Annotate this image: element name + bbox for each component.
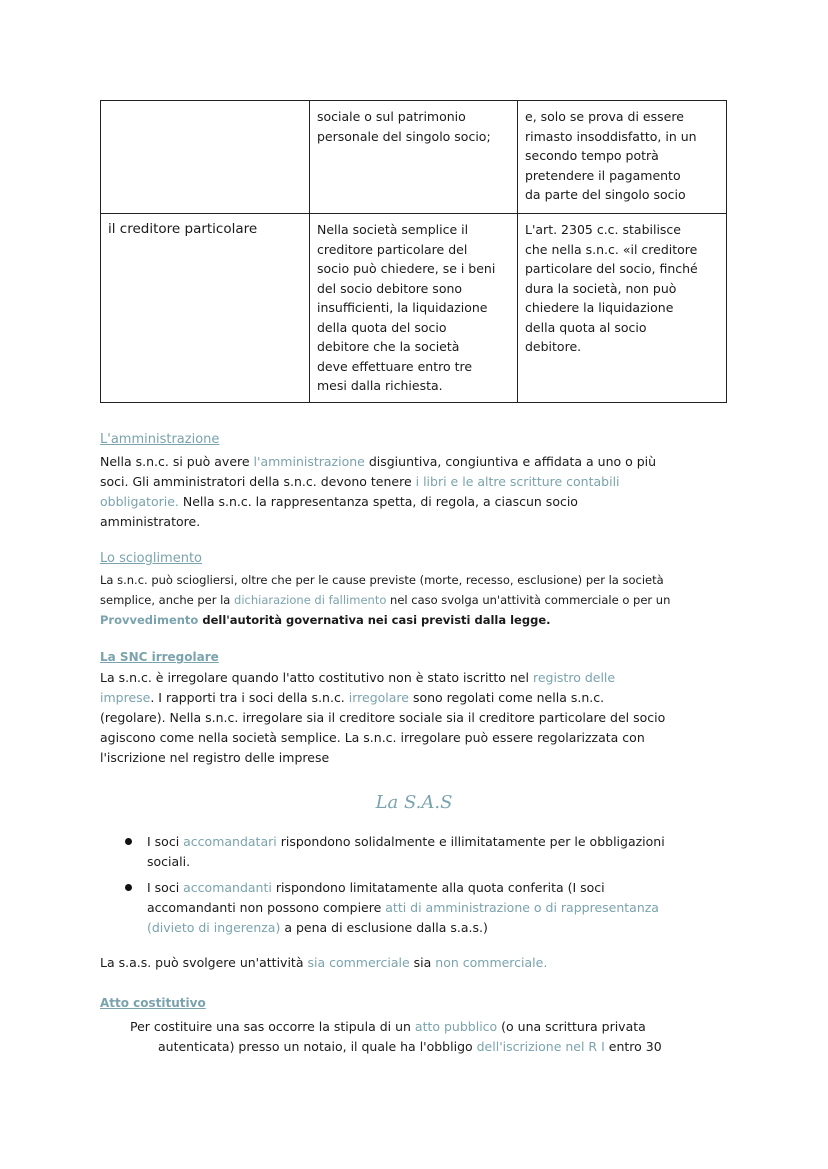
cell-line: sociale o sul patrimonio xyxy=(317,109,466,124)
table-row xyxy=(101,214,727,403)
table-cell xyxy=(310,101,518,214)
list-item xyxy=(125,878,725,938)
cell-line: rimasto insoddisfatto, in un xyxy=(525,128,697,144)
highlight: dell'iscrizione nel R I xyxy=(476,1039,605,1054)
paragraph-irregolare xyxy=(100,668,730,768)
cell-line: personale del singolo socio; xyxy=(317,128,491,144)
cell-line: pretendere il pagamento xyxy=(525,167,681,183)
text: La s.a.s. può svolgere un'attività xyxy=(100,955,308,970)
text: (o una scrittura privata xyxy=(497,1019,646,1034)
text: nel caso svolga un'attività commerciale o per un xyxy=(386,593,671,607)
text: sono regolati come nella s.n.c. xyxy=(408,690,605,705)
text: amministratore. xyxy=(100,514,201,529)
highlight: Provvedimento xyxy=(100,613,199,627)
cell-line: insufficienti, la liquidazione xyxy=(317,300,488,315)
text: Per costituire una sas occorre la stipula di un xyxy=(130,1019,415,1034)
cell-line: dura la società, non può xyxy=(525,280,677,296)
cell-line: del socio debitore sono xyxy=(317,280,463,296)
text: a pena di esclusione dalla s.a.s.) xyxy=(280,920,488,935)
sas-bullet-list xyxy=(125,832,725,944)
cell-line: mesi dalla richiesta. xyxy=(317,378,443,393)
text: sia xyxy=(409,955,436,970)
text: agiscono come nella società semplice. La s.n.c. irregolare può essere regolarizzata con xyxy=(100,730,645,745)
cell-line: Nella società semplice il xyxy=(317,222,469,237)
highlight: registro delle xyxy=(532,670,616,685)
highlight: imprese xyxy=(100,690,151,705)
cell-line: della quota del socio xyxy=(317,319,447,335)
text: entro 30 xyxy=(604,1039,662,1054)
highlight: i libri e le altre scritture contabili xyxy=(415,474,620,489)
section-heading-irregolare: La SNC irregolare xyxy=(100,650,219,664)
text: soci. Gli amministratori della s.n.c. devono tenere xyxy=(100,474,416,489)
table-cell: il creditore particolare xyxy=(101,214,310,403)
text: (regolare). Nella s.n.c. irregolare sia il creditore sociale sia il creditore particolare del socio xyxy=(100,710,666,725)
highlight: obbligatorie. xyxy=(100,494,179,509)
cell-line: secondo tempo potrà xyxy=(525,148,659,163)
cell-line: debitore. xyxy=(525,339,582,354)
cell-line: debitore che la società xyxy=(317,339,460,354)
highlight: l'amministrazione xyxy=(253,454,365,469)
text: Nella s.n.c. si può avere xyxy=(100,454,254,469)
cell-line: particolare del socio, finché xyxy=(525,261,698,276)
section-heading-scioglimento: Lo scioglimento xyxy=(100,551,203,566)
text: rispondono solidalmente e illimitatamente per le obbligazioni xyxy=(276,834,665,849)
paragraph-amministrazione xyxy=(100,452,730,532)
cell-line: deve effettuare entro tre xyxy=(317,358,473,374)
highlight: irregolare xyxy=(348,690,409,705)
highlight: dichiarazione di fallimento xyxy=(234,593,387,607)
cell-line: creditore particolare del xyxy=(317,241,468,257)
text: autenticata) presso un notaio, il quale ha l'obbligo xyxy=(158,1039,477,1054)
highlight: non commerciale. xyxy=(435,955,548,970)
table-cell xyxy=(518,214,727,403)
paragraph-sas xyxy=(100,953,730,973)
highlight: accomandatari xyxy=(183,834,277,849)
section-heading-amministrazione: L'amministrazione xyxy=(100,432,220,447)
text: . I rapporti tra i soci della s.n.c. xyxy=(150,690,349,705)
cell-line: che nella s.n.c. «il creditore xyxy=(525,241,698,257)
text: semplice, anche per la xyxy=(100,593,235,607)
highlight: accomandanti xyxy=(183,880,272,895)
paragraph-atto xyxy=(100,1017,740,1057)
comparison-table xyxy=(100,100,727,403)
text: dell'autorità governativa nei casi previsti dalla legge. xyxy=(198,613,551,627)
cell-line: L'art. 2305 c.c. stabilisce xyxy=(525,222,681,237)
text: La s.n.c. è irregolare quando l'atto costitutivo non è stato iscritto nel xyxy=(100,670,533,685)
highlight: (divieto di ingerenza) xyxy=(147,920,281,935)
text: sociali. xyxy=(147,854,191,869)
paragraph-scioglimento xyxy=(100,570,730,630)
text: La s.n.c. può sciogliersi, oltre che per le cause previste (morte, recesso, esclusione) per la società xyxy=(100,573,664,587)
text: l'iscrizione nel registro delle imprese xyxy=(100,750,330,765)
highlight: atti di amministrazione o di rappresentanza xyxy=(385,900,659,915)
list-item xyxy=(125,832,725,872)
text: disgiuntiva, congiuntiva e affidata a uno o più xyxy=(364,454,657,469)
text: rispondono limitatamente alla quota conferita (I soci xyxy=(271,880,605,895)
text: I soci xyxy=(147,880,184,895)
table-cell xyxy=(310,214,518,403)
text: I soci xyxy=(147,834,184,849)
cell-line: e, solo se prova di essere xyxy=(525,109,684,124)
sas-title: La S.A.S xyxy=(375,792,453,813)
highlight: sia commerciale xyxy=(307,955,410,970)
table-cell xyxy=(101,101,310,214)
cell-line: della quota al socio xyxy=(525,319,647,335)
cell-line: socio può chiedere, se i beni xyxy=(317,261,496,276)
section-heading-atto: Atto costitutivo xyxy=(100,996,206,1010)
bullet-icon xyxy=(125,838,132,845)
bullet-icon xyxy=(125,884,132,891)
text: Nella s.n.c. la rappresentanza spetta, di regola, a ciascun socio xyxy=(178,494,578,509)
text: accomandanti non possono compiere xyxy=(147,900,386,915)
cell-line: chiedere la liquidazione xyxy=(525,300,674,315)
table-cell xyxy=(518,101,727,214)
highlight: atto pubblico xyxy=(414,1019,498,1034)
table-row xyxy=(101,101,727,214)
cell-line: da parte del singolo socio xyxy=(525,187,686,202)
